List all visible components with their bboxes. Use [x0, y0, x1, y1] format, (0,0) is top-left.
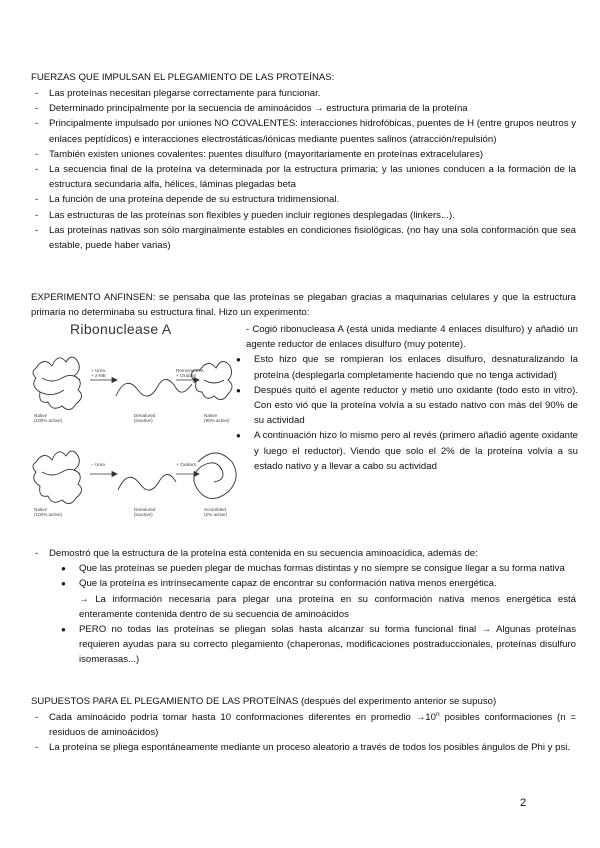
native-protein-shape — [33, 357, 82, 410]
conclusions-list — [31, 546, 576, 668]
experiment-step-1: - Cogió ribonucleasa A (está unida mediante 4 enlaces disulfuro) y añadió un agente reductor de enlaces disulfuro (muy potente). — [246, 324, 578, 351]
experiment-steps — [246, 322, 578, 474]
arrow-label: + Urea — [91, 368, 105, 373]
conclusion-bullet: ● PERO no todas las proteínas se pliegan solas hasta alcanzar su forma funcional final → Algunas proteínas requieren ayudas para su correcto plegamiento (chaperonas, modificaciones postraduccionales, proteínas disulfuro isomerasas...) — [49, 622, 576, 668]
section-title-supuestos — [31, 694, 576, 709]
state-label: Native — [34, 413, 48, 418]
arrow-label: − Urea — [91, 462, 105, 467]
conclusion-bullet — [49, 576, 576, 622]
list-item: - Determinado principalmente por la secuencia de aminoácidos → estructura primaria de la proteína — [31, 101, 576, 116]
arrow-label: Remove urea — [176, 368, 204, 373]
figure-title: Ribonuclease A — [70, 321, 172, 337]
state-label: Denatured — [134, 413, 156, 418]
list-item: - La secuencia final de la proteína va determinada por la estructura primaria; y las uniones conducen a la formación de la estructura secundaria alfa, hélices, láminas plegadas beta — [31, 162, 576, 192]
state-label: (90% active) — [204, 418, 230, 423]
supuestos-note: (después del experimento anterior se supuso) — [298, 696, 497, 707]
state-label: Native — [204, 413, 218, 418]
arrow-label: + Oxidant — [176, 373, 196, 378]
experiment-intro: EXPERIMENTO ANFINSEN: se pensaba que las proteínas se plegaban gracias a maquinarias celulares y que la estructura primaria no determinaba su estructura final. Hizo un experimento: — [31, 292, 576, 319]
denatured-chain — [116, 379, 192, 396]
conclusion-bullet: ● Que las proteínas se pueden plegar de muchas formas distintas y no siempre se consigue llegar a su forma nativa — [49, 561, 576, 576]
state-label: (100% active) — [34, 512, 63, 517]
supuesto-text: Cada aminoácido podría tomar hasta 10 conformaciones diferentes en promedio →10 — [49, 712, 436, 723]
conclusion-bullet-text: Que la proteína es intrínsecamente capaz de encontrar su conformación nativa menos energética. — [79, 578, 497, 590]
folding-diagram — [30, 322, 242, 540]
arrow-label: + Oxidant — [176, 462, 196, 467]
page-number: 2 — [520, 797, 527, 809]
state-label: (inactive) — [134, 418, 153, 423]
ribonuclease-figure — [30, 322, 242, 540]
list-item: - La proteína se pliega espontáneamente mediante un proceso aleatorio a través de todos los posibles ángulos de Phi y psi. — [31, 740, 576, 755]
exponent: n — [435, 710, 440, 718]
list-item: - Principalmente impulsado por uniones NO COVALENTES: interacciones hidrofóbicas, puentes de H (entre grupos neutros y enlaces peptídicos) e interacciones electrostáticas/iónicas mediante puentes salinos (atracción/repulsión) — [31, 116, 576, 146]
state-label: (100% active) — [34, 418, 63, 423]
arrow-label: + 2-ME — [91, 373, 106, 378]
list-item: - La función de una proteína depende de su estructura tridimensional. — [31, 192, 576, 207]
experiment-step-4: ● A continuación hizo lo mismo pero al revés (primero añadió agente oxidante y luego el reductor). Viendo que solo el 2% de la proteína volvía a su estado nativo y a llevar a cabo su actividad — [224, 428, 578, 474]
list-item: - Las estructuras de las proteínas son flexibles y pueden incluir regiones desplegadas (linkers...). — [31, 208, 576, 223]
list-item — [31, 546, 576, 668]
list-item: - También existen uniones covalentes: puentes disulfuro (mayoritariamente en proteínas extracelulares) — [31, 147, 576, 162]
fuerzas-list — [31, 86, 576, 253]
state-label: Native — [34, 507, 48, 512]
experiment-step-3: ● Después quitó el agente reductor y metió uno oxidante (todo esto in vitro). Con esto vió que la proteína volvía a su estado nativo con más del 90% de su actividad — [224, 383, 578, 429]
supuestos-list — [31, 710, 576, 756]
state-label: Scrambled — [204, 507, 226, 512]
state-label: (2% active) — [204, 512, 227, 517]
state-label: Denatured — [134, 507, 156, 512]
conclusion-lead: Demostró que la estructura de la proteína está contenida en su secuencia aminoacídica, además de: — [49, 548, 478, 559]
list-item — [31, 710, 576, 740]
state-label: (inactive) — [134, 512, 153, 517]
experiment-step-2: ● Esto hizo que se rompieran los enlaces disulfuro, desnaturalizando la proteína (desplegarla completamente haciendo que no tenga actividad) — [224, 352, 578, 382]
section-title-fuerzas: FUERZAS QUE IMPULSAN EL PLEGAMIENTO DE LAS PROTEÍNAS: — [31, 72, 335, 83]
supuestos-title: SUPUESTOS PARA EL PLEGAMIENTO DE LAS PROTEÍNAS — [31, 696, 299, 707]
conclusion-bullet-arrow: → La información necesaria para plegar una proteína en su conformación nativa menos energética está enteramente contenida dentro de su secuencia de aminoácidos — [79, 593, 576, 620]
supuesto-text: posibles conformaciones (n = residuos de aminoácidos) — [49, 712, 576, 739]
list-item: - Las proteínas necesitan plegarse correctamente para funcionar. — [31, 86, 576, 101]
list-item: - Las proteínas nativas son sólo marginalmente estables en condiciones fisiológicas. (no hay una sola conformación que sea estable, puede haber varias) — [31, 223, 576, 253]
